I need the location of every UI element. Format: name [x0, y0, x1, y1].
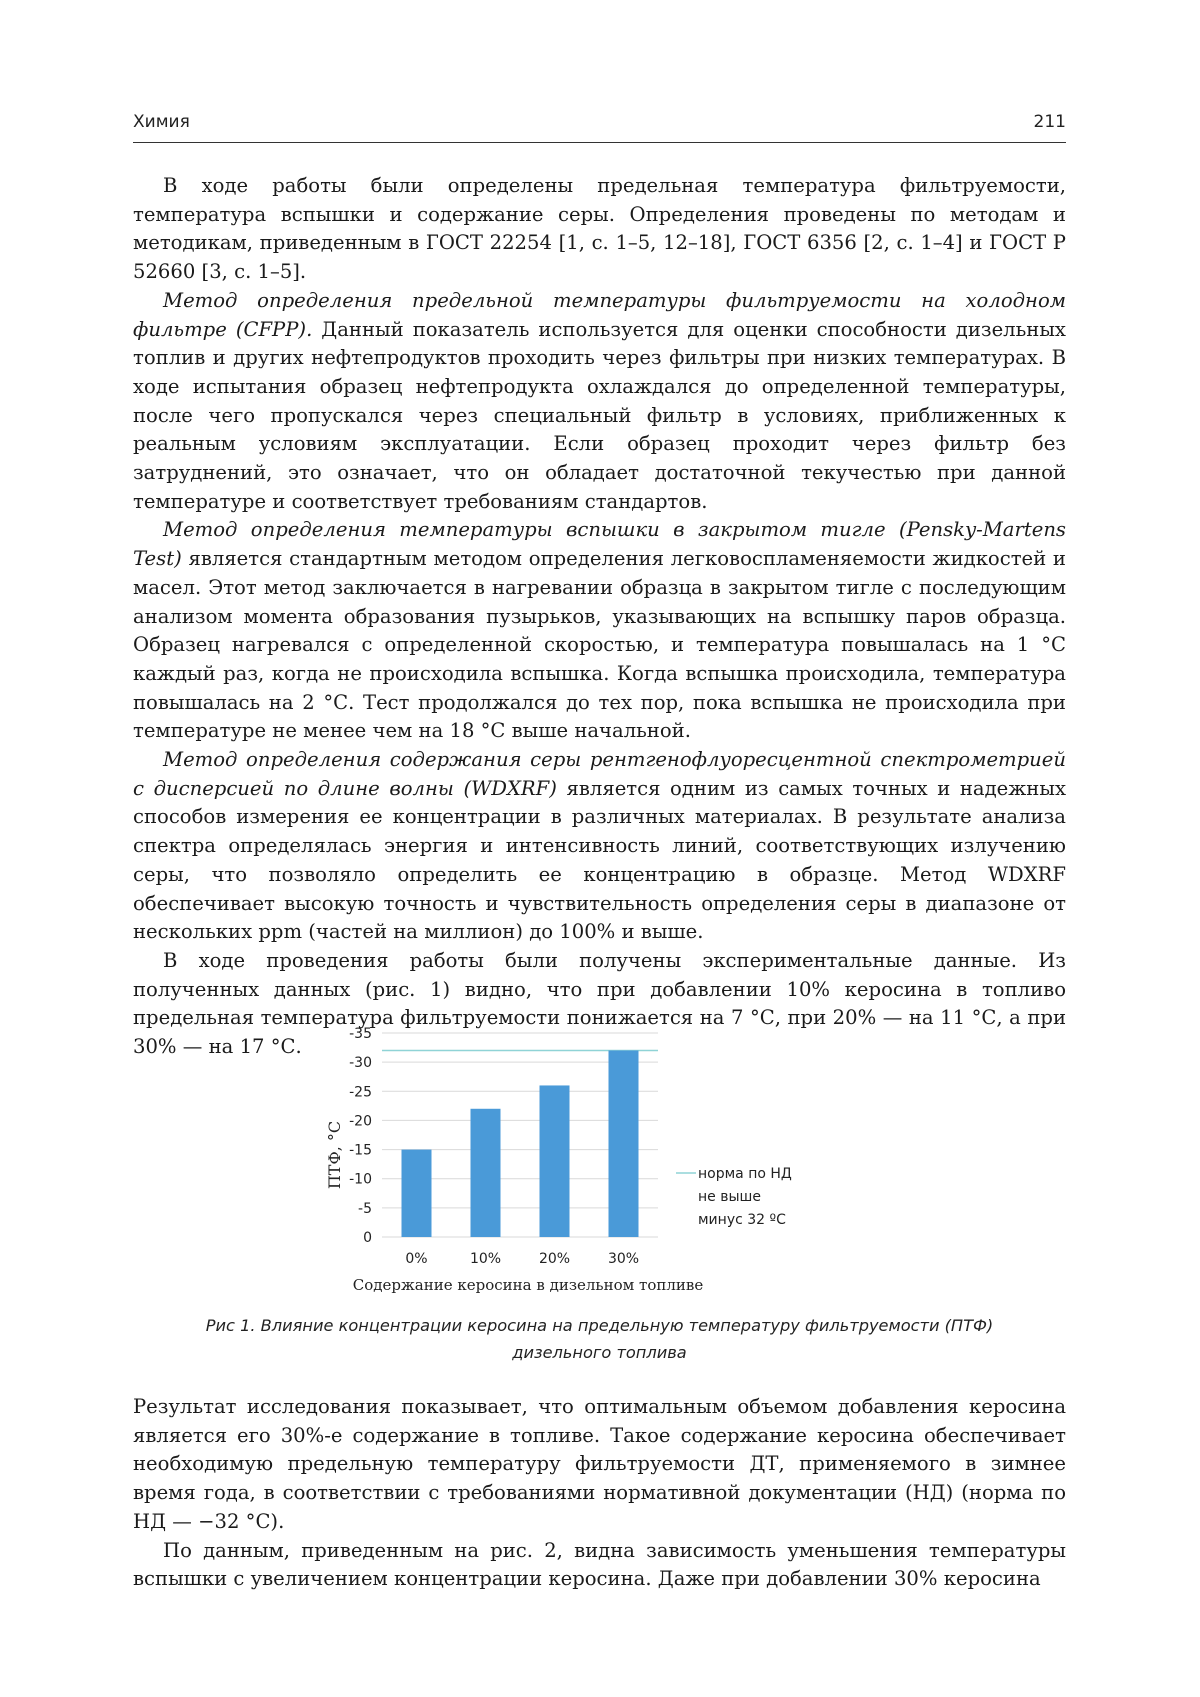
- y-tick-label: -35: [349, 1026, 372, 1042]
- bar: [471, 1109, 501, 1237]
- x-tick-label: 20%: [538, 1251, 571, 1267]
- body-text-bottom: [133, 1393, 1066, 1594]
- x-tick-label: 10%: [469, 1251, 502, 1267]
- x-tick-label: 30%: [607, 1251, 640, 1267]
- caption-line-2: дизельного топлива: [512, 1343, 687, 1362]
- legend-label: не выше: [698, 1189, 761, 1205]
- legend-label: минус 32 ºС: [698, 1212, 786, 1228]
- y-tick-label: -15: [349, 1142, 372, 1159]
- italic-lead: Метод определения температуры вспышки в закрытом тигле (Pensky-Martens Test): [133, 518, 1066, 571]
- bar-chart: [320, 1015, 880, 1305]
- y-tick-label: -25: [349, 1084, 372, 1101]
- body-text-top: [133, 172, 1066, 1062]
- y-tick-label: -30: [349, 1055, 372, 1072]
- bar: [540, 1085, 570, 1237]
- italic-lead: Метод определения предельной температуры фильтруемости на холодном фильтре (CFPP).: [133, 288, 1066, 341]
- bar: [402, 1150, 432, 1237]
- header-rule: [133, 142, 1066, 143]
- bar: [609, 1050, 639, 1237]
- y-axis-label: ПТФ, °С: [325, 1120, 344, 1190]
- y-tick-label: 0: [363, 1230, 372, 1246]
- caption-line-1: Рис 1. Влияние концентрации керосина на предельную температуру фильтруемости (ПТФ): [205, 1316, 994, 1335]
- x-tick-label: 0%: [405, 1251, 428, 1267]
- legend-label: норма по НД: [698, 1166, 792, 1182]
- figure-1: [320, 1015, 880, 1305]
- paragraph-wdxrf-method: Метод определения содержания серы рентгенофлуоресцентной спектрометрией с дисперсией по длине волны (WDXRF) является одним из самых точных и надежных способов измерения ее концентрации в различных материалах. В результате анализа спектра определялась энергия и интенсивность линий, соответствующих излучению серы, что позволяло определить ее концентрацию в образце. Метод WDXRF обеспечивает высокую точность и чувствительность определения серы в диапазоне от нескольких ppm (частей на миллион) до 100% и выше.: [133, 748, 1066, 944]
- y-tick-label: -5: [358, 1200, 372, 1217]
- section-title: Химия: [133, 112, 190, 132]
- paragraph-conclusion: Результат исследования показывает, что оптимальным объемом добавления керосина является его 30%-е содержание в топливе. Такое содержание керосина обеспечивает необходимую предельную температуру фильтруемости ДТ, применяемого в зимнее время года, в соответствии с требованиями нормативной документации (НД) (норма по НД — −32 °С).: [133, 1395, 1066, 1533]
- paragraph-flash-point-results: По данным, приведенным на рис. 2, видна зависимость уменьшения температуры вспышки с увеличением концентрации керосина. Даже при добавлении 30% керосина: [133, 1538, 1066, 1591]
- paragraph-intro: В ходе работы были определены предельная температура фильтруемости, температура вспышки и содержание серы. Определения проведены по методам и методикам, приведенным в ГОСТ 22254 [1, с. 1–5, 12–18], ГОСТ 6356 [2, с. 1–4] и ГОСТ Р 52660 [3, с. 1–5].: [133, 174, 1066, 284]
- x-axis-label: Содержание керосина в дизельном топливе: [352, 1276, 704, 1294]
- paragraph-cfpp-method: Метод определения предельной температуры фильтруемости на холодном фильтре (CFPP). Данный показатель используется для оценки способности дизельных топлив и других нефтепродуктов проходить через фильтры при низких температурах. В ходе испытания образец нефтепродукта охлаждался до определенной температуры, после чего пропускался через специальный фильтр в условиях, приближенных к реальным условиям эксплуатации. Если образец проходит через фильтр без затруднений, это означает, что он обладает достаточной текучестью при данной температуре и соответствует требованиям стандартов.: [133, 288, 1066, 513]
- paragraph-results: В ходе проведения работы были получены экспериментальные данные. Из полученных данных (рис. 1) видно, что при добавлении 10% керосина в топливо предельная температура фильтруемости понижается на 7 °С, при 20% — на 11 °С, а при 30% — на 17 °С.: [133, 948, 1066, 1059]
- y-tick-label: -10: [349, 1171, 372, 1188]
- y-tick-label: -20: [349, 1113, 372, 1130]
- figure-caption: [133, 1312, 1066, 1366]
- paragraph-flash-point-method: Метод определения температуры вспышки в закрытом тигле (Pensky-Martens Test) является стандартным методом определения легковоспламеняемости жидкостей и масел. Этот метод заключается в нагревании образца в закрытом тигле с последующим анализом момента образования пузырьков, указывающих на вспышку паров образца. Образец нагревался с определенной скоростью, и температура повышалась на 1 °С каждый раз, когда не происходила вспышка. Когда вспышка происходила, температура повышалась на 2 °С. Тест продолжался до тех пор, пока вспышка не происходила при температуре не менее чем на 18 °С выше начальной.: [133, 518, 1066, 743]
- page-number: 211: [1033, 112, 1066, 132]
- italic-lead: Метод определения содержания серы рентгенофлуоресцентной спектрометрией с дисперсией по длине волны (WDXRF): [133, 748, 1066, 800]
